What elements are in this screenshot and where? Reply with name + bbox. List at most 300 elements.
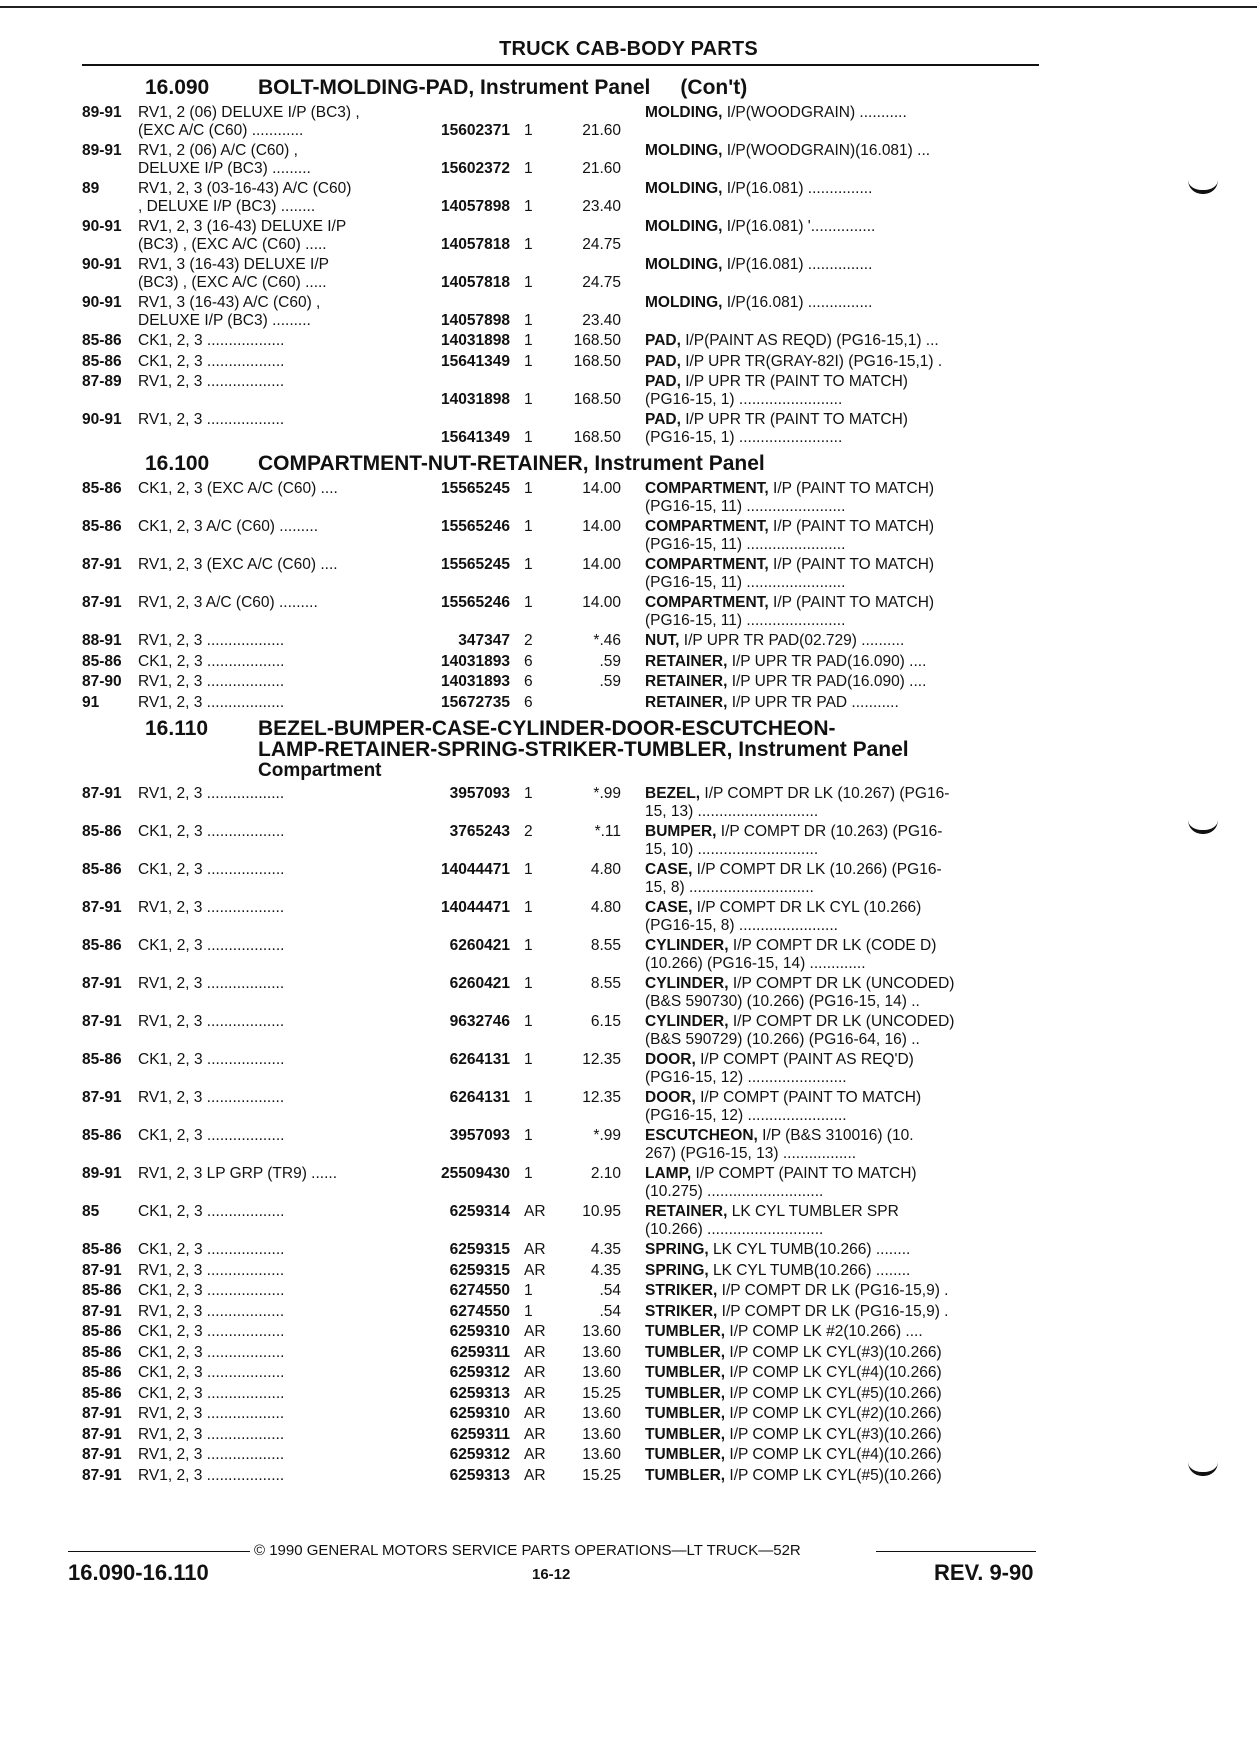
quantity-cell: AR [524,1323,546,1340]
part-number-cell: 14031898 [441,390,510,408]
year-cell: 85-86 [82,480,122,497]
part-number-cell: 14057818 [441,235,510,253]
part-row [82,142,1042,177]
revision-label: REV. 9-90 [934,1560,1034,1585]
section-title-text: BEZEL-BUMPER-CASE-CYLINDER-DOOR-ESCUTCHEON- [258,717,836,740]
description-cell: CYLINDER, I/P COMPT DR LK (CODE D) (10.266) (PG16-15, 14) ............. [645,937,937,972]
quantity-cell: 1 [524,197,533,215]
part-row [82,1405,1042,1423]
year-cell: 87-91 [82,1446,122,1463]
part-number-cell: 3957093 [449,785,510,802]
section-number: 16.090 [145,76,210,99]
application-cell: RV1, 2, 3 .................. [138,1302,285,1320]
application-cell: RV1, 2, 3 .................. [138,1013,285,1030]
description-cell: TUMBLER, I/P COMP LK CYL(#4)(10.266) [645,1364,942,1381]
part-row [82,1282,1042,1300]
year-cell: 85-86 [82,1051,122,1068]
quantity-cell: 1 [524,1013,533,1030]
quantity-cell: 1 [524,556,533,573]
quantity-cell: AR [524,1384,546,1402]
price-cell: 6.15 [590,1013,621,1030]
part-row [82,1385,1042,1403]
section-header [82,76,1042,100]
application-cell: RV1, 2, 3 .................. [138,673,285,690]
quantity-cell: 1 [524,861,533,878]
description-cell: TUMBLER, I/P COMP LK CYL(#4)(10.266) [645,1446,942,1463]
part-row [82,594,1042,629]
part-number-cell: 6259311 [450,1425,510,1443]
part-row [82,937,1042,972]
part-row [82,294,1042,329]
part-number-cell: 14044471 [441,861,510,878]
part-row [82,1323,1042,1341]
year-cell: 87-90 [82,673,122,690]
part-row [82,218,1042,253]
price-cell: 13.60 [582,1425,621,1443]
part-row [82,411,1042,446]
quantity-cell: 1 [524,1165,533,1182]
part-number-cell: 347347 [458,632,510,649]
application-cell: RV1, 2, 3 A/C (C60) ......... [138,594,318,611]
description-cell: TUMBLER, I/P COMP LK CYL(#3)(10.266) [645,1425,942,1443]
price-cell: 24.75 [582,235,621,253]
part-row [82,180,1042,215]
description-cell: RETAINER, I/P UPR TR PAD ........... [645,693,899,711]
quantity-cell: 1 [524,1127,533,1144]
price-cell: 4.80 [590,861,621,878]
description-cell: PAD, I/P UPR TR (PAINT TO MATCH) (PG16-15, 1) ........................ [645,373,908,408]
part-row [82,1344,1042,1362]
part-number-cell: 25509430 [441,1165,510,1182]
section-title [258,718,909,781]
application-cell: CK1, 2, 3 .................. [138,352,285,370]
quantity-cell: AR [524,1241,546,1258]
section-title-text: COMPARTMENT-NUT-RETAINER, Instrument Panel [258,452,765,475]
description-cell: DOOR, I/P COMPT (PAINT AS REQ'D) (PG16-15, 12) ....................... [645,1051,914,1086]
description-cell: STRIKER, I/P COMPT DR LK (PG16-15,9) . [645,1302,949,1320]
part-number-cell: 15565245 [441,480,510,497]
quantity-cell: AR [524,1425,546,1443]
part-row [82,673,1042,691]
part-row [82,785,1042,820]
part-row [82,1262,1042,1280]
part-row [82,1241,1042,1259]
description-cell: TUMBLER, I/P COMP LK CYL(#3)(10.266) [645,1343,942,1361]
description-cell: MOLDING, I/P(WOODGRAIN) ........... [645,104,907,121]
application-cell: CK1, 2, 3 .................. [138,1127,285,1144]
part-number-cell: 6259312 [449,1446,510,1463]
price-cell: 21.60 [582,159,621,177]
year-cell: 85-86 [82,861,122,878]
year-cell: 85 [82,1203,100,1220]
quantity-cell: 1 [524,235,533,253]
description-cell: MOLDING, I/P(16.081) ............... [645,180,873,197]
year-cell: 87-91 [82,1425,122,1443]
section-title-text: LAMP-RETAINER-SPRING-STRIKER-TUMBLER, Instrument Panel [258,738,909,761]
year-cell: 85-86 [82,332,122,349]
application-cell: CK1, 2, 3 .................. [138,861,285,878]
description-cell: MOLDING, I/P(WOODGRAIN)(16.081) ... [645,142,931,159]
quantity-cell: 2 [524,823,533,840]
year-cell: 87-91 [82,899,122,916]
description-cell: NUT, I/P UPR TR PAD(02.729) .......... [645,632,905,649]
description-cell: LAMP, I/P COMPT (PAINT TO MATCH) (10.275) ........................... [645,1165,917,1200]
part-number-cell: 14057818 [441,273,510,291]
price-cell: 168.50 [573,390,621,408]
part-number-cell: 3765243 [449,823,510,840]
part-number-cell: 6259311 [450,1343,510,1361]
part-number-cell: 6259315 [449,1241,510,1258]
price-cell: *.99 [593,1127,621,1144]
description-cell: ESCUTCHEON, I/P (B&S 310016) (10. 267) (PG16-15, 13) ................. [645,1127,914,1162]
part-number-cell: 15602371 [441,121,510,139]
part-number-cell: 6260421 [449,975,510,992]
year-cell: 87-91 [82,785,122,802]
part-row [82,1467,1042,1485]
description-cell: SPRING, LK CYL TUMB(10.266) ........ [645,1261,911,1279]
price-cell: 15.25 [582,1466,621,1484]
application-cell: CK1, 2, 3 .................. [138,1323,285,1340]
quantity-cell: AR [524,1466,546,1484]
year-cell: 90-91 [82,411,122,428]
part-number-cell: 6259310 [449,1405,510,1422]
application-cell: RV1, 3 (16-43) DELUXE I/P (BC3) , (EXC A/C (C60) ..... [138,256,329,291]
application-cell: RV1, 2, 3 .................. [138,1089,285,1106]
quantity-cell: 1 [524,159,533,177]
description-cell: CASE, I/P COMPT DR LK (10.266) (PG16- 15, 8) ............................. [645,861,942,896]
part-number-cell: 9632746 [449,1013,510,1030]
part-number-cell: 6264131 [449,1051,510,1068]
price-cell: 8.55 [590,975,621,992]
part-row [82,1303,1042,1321]
part-row [82,1426,1042,1444]
application-cell: RV1, 2, 3 (16-43) DELUXE I/P (BC3) , (EXC A/C (C60) ..... [138,218,347,253]
application-cell: CK1, 2, 3 .................. [138,1051,285,1068]
application-cell: RV1, 2, 3 (EXC A/C (C60) .... [138,556,338,573]
description-cell: MOLDING, I/P(16.081) ............... [645,294,873,311]
year-cell: 88-91 [82,632,122,649]
quantity-cell: 1 [524,480,533,497]
section-title-line [258,718,909,739]
description-cell: STRIKER, I/P COMPT DR LK (PG16-15,9) . [645,1282,949,1299]
year-cell: 87-91 [82,1013,122,1030]
description-cell: COMPARTMENT, I/P (PAINT TO MATCH) (PG16-15, 11) ....................... [645,480,935,515]
application-cell: CK1, 2, 3 .................. [138,652,285,670]
part-row [82,256,1042,291]
price-cell: *.99 [593,785,621,802]
part-number-cell: 6274550 [449,1302,510,1320]
year-cell: 87-91 [82,1089,122,1106]
year-cell: 85-86 [82,1127,122,1144]
application-cell: RV1, 2, 3 .................. [138,785,285,802]
year-cell: 85-86 [82,652,122,670]
year-cell: 87-89 [82,373,122,390]
year-cell: 85-86 [82,1364,122,1381]
application-cell: CK1, 2, 3 .................. [138,1282,285,1299]
year-cell: 87-91 [82,594,122,611]
parts-list [82,70,1042,1487]
quantity-cell: 1 [524,390,533,408]
price-cell: 4.80 [590,899,621,916]
quantity-cell: 1 [524,428,533,446]
part-row [82,823,1042,858]
quantity-cell: 1 [524,1051,533,1068]
part-number-cell: 15641349 [441,428,510,446]
quantity-cell: 6 [524,693,533,711]
price-cell: *.11 [594,823,621,840]
price-cell: 14.00 [582,594,621,611]
title-rule [82,64,1039,66]
section-title-line [258,77,747,98]
part-number-cell: 15641349 [441,352,510,370]
section-title-line [258,453,765,474]
price-cell: 14.00 [582,480,621,497]
application-cell: RV1, 2, 3 .................. [138,632,285,649]
part-row [82,1013,1042,1048]
year-cell: 90-91 [82,294,122,311]
description-cell: CYLINDER, I/P COMPT DR LK (UNCODED) (B&S 590730) (10.266) (PG16-15, 14) .. [645,975,955,1010]
price-cell: .54 [599,1302,621,1320]
section-header [82,452,1042,476]
part-number-cell: 6259312 [449,1364,510,1381]
part-number-cell: 15565246 [441,518,510,535]
description-cell: PAD, I/P UPR TR(GRAY-82I) (PG16-15,1) . [645,352,943,370]
application-cell: RV1, 2, 3 (03-16-43) A/C (C60) , DELUXE I/P (BC3) ........ [138,180,352,215]
price-cell: 168.50 [573,428,621,446]
quantity-cell: AR [524,1343,546,1361]
description-cell: MOLDING, I/P(16.081) '............... [645,218,876,235]
quantity-cell: 1 [524,352,533,370]
part-row [82,1051,1042,1086]
section-title [258,453,765,474]
application-cell: RV1, 3 (16-43) A/C (C60) , DELUXE I/P (BC3) ......... [138,294,321,329]
part-number-cell: 6259313 [449,1384,510,1402]
price-cell: 168.50 [573,352,621,370]
price-cell: .59 [599,673,621,690]
application-cell: RV1, 2, 3 .................. [138,1466,285,1484]
section-title-text: BOLT-MOLDING-PAD, Instrument Panel [258,76,651,99]
part-number-cell: 15565245 [441,556,510,573]
application-cell: RV1, 2, 3 .................. [138,411,285,428]
year-cell: 89 [82,180,100,197]
part-row [82,1089,1042,1124]
part-row [82,332,1042,350]
part-number-cell: 6274550 [449,1282,510,1299]
binder-hole-mark [1188,180,1218,194]
year-cell: 87-91 [82,556,122,573]
part-number-cell: 6259315 [449,1261,510,1279]
year-cell: 85-86 [82,1241,122,1258]
section-title-subline: Compartment [258,760,382,781]
part-row [82,899,1042,934]
part-row [82,632,1042,650]
year-cell: 90-91 [82,218,122,235]
quantity-cell: 1 [524,937,533,954]
price-cell: 15.25 [582,1384,621,1402]
quantity-cell: 1 [524,311,533,329]
price-cell: 13.60 [582,1364,621,1381]
year-cell: 89-91 [82,1165,122,1182]
quantity-cell: 6 [524,673,533,690]
quantity-cell: 2 [524,632,533,649]
description-cell: DOOR, I/P COMPT (PAINT TO MATCH) (PG16-15, 12) ....................... [645,1089,922,1124]
year-cell: 85-86 [82,1323,122,1340]
year-cell: 89-91 [82,142,122,159]
price-cell: 23.40 [582,311,621,329]
year-cell: 85-86 [82,518,122,535]
price-cell: 2.10 [590,1165,621,1182]
section-title-line [258,739,909,760]
part-number-cell: 15602372 [441,159,510,177]
quantity-cell: 1 [524,1089,533,1106]
continued-label: (Con't) [680,76,748,99]
description-cell: PAD, I/P(PAINT AS REQD) (PG16-15,1) ... [645,332,939,349]
part-row [82,1203,1042,1238]
top-border-line [0,6,1257,8]
year-cell: 85-86 [82,352,122,370]
quantity-cell: AR [524,1405,546,1422]
price-cell: *.46 [593,632,621,649]
description-cell: RETAINER, I/P UPR TR PAD(16.090) .... [645,673,927,690]
application-cell: CK1, 2, 3 (EXC A/C (C60) .... [138,480,338,497]
price-cell: 10.95 [582,1203,621,1220]
description-cell: TUMBLER, I/P COMP LK #2(10.266) .... [645,1323,923,1340]
application-cell: RV1, 2, 3 .................. [138,1405,285,1422]
quantity-cell: 6 [524,652,533,670]
part-number-cell: 15672735 [441,693,510,711]
quantity-cell: 1 [524,332,533,349]
description-cell: SPRING, LK CYL TUMB(10.266) ........ [645,1241,911,1258]
description-cell: MOLDING, I/P(16.081) ............... [645,256,873,273]
price-cell: 13.60 [582,1323,621,1340]
part-number-cell: 6260421 [449,937,510,954]
binder-hole-mark [1188,1462,1218,1476]
year-cell: 90-91 [82,256,122,273]
page-title: TRUCK CAB-BODY PARTS [499,38,758,60]
description-cell: RETAINER, I/P UPR TR PAD(16.090) .... [645,652,927,670]
application-cell: RV1, 2, 3 LP GRP (TR9) ...... [138,1165,337,1182]
part-number-cell: 6259310 [449,1323,510,1340]
part-row [82,353,1042,371]
application-cell: CK1, 2, 3 A/C (C60) ......... [138,518,319,535]
year-cell: 87-91 [82,1466,122,1484]
price-cell: 13.60 [582,1405,621,1422]
description-cell: BUMPER, I/P COMPT DR (10.263) (PG16- 15, 10) ............................ [645,823,943,858]
application-cell: RV1, 2 (06) A/C (C60) , DELUXE I/P (BC3) ......... [138,142,311,177]
part-row [82,104,1042,139]
section-number: 16.100 [145,452,210,475]
part-number-cell: 3957093 [449,1127,510,1144]
part-number-cell: 14057898 [441,197,510,215]
year-cell: 87-91 [82,1405,122,1422]
description-cell: BEZEL, I/P COMPT DR LK (10.267) (PG16- 15, 13) ............................ [645,785,950,820]
part-row [82,1446,1042,1464]
price-cell: 14.00 [582,556,621,573]
part-number-cell: 6259313 [449,1466,510,1484]
part-row [82,861,1042,896]
description-cell: COMPARTMENT, I/P (PAINT TO MATCH) (PG16-15, 11) ....................... [645,594,935,629]
application-cell: CK1, 2, 3 .................. [138,332,285,349]
description-cell: CYLINDER, I/P COMPT DR LK (UNCODED) (B&S 590729) (10.266) (PG16-64, 16) .. [645,1013,955,1048]
year-cell: 87-91 [82,975,122,992]
part-number-cell: 15565246 [441,594,510,611]
description-cell: TUMBLER, I/P COMP LK CYL(#5)(10.266) [645,1466,942,1484]
price-cell: 14.00 [582,518,621,535]
quantity-cell: AR [524,1261,546,1279]
part-number-cell: 6259314 [449,1203,510,1220]
footer-rule-left [68,1551,250,1552]
part-row [82,1127,1042,1162]
part-number-cell: 14031893 [441,652,510,670]
copyright-text: © 1990 GENERAL MOTORS SERVICE PARTS OPERATIONS—LT TRUCK—52R [254,1542,801,1559]
price-cell: 168.50 [573,332,621,349]
quantity-cell: 1 [524,273,533,291]
quantity-cell: 1 [524,121,533,139]
quantity-cell: 1 [524,594,533,611]
price-cell: 23.40 [582,197,621,215]
description-cell: COMPARTMENT, I/P (PAINT TO MATCH) (PG16-15, 11) ....................... [645,518,935,553]
application-cell: CK1, 2, 3 .................. [138,823,285,840]
part-row [82,1364,1042,1382]
binder-hole-mark [1188,820,1218,834]
part-row [82,1165,1042,1200]
description-cell: TUMBLER, I/P COMP LK CYL(#2)(10.266) [645,1405,942,1422]
price-cell: .59 [599,652,621,670]
part-number-cell: 14044471 [441,899,510,916]
year-cell: 89-91 [82,104,122,121]
application-cell: CK1, 2, 3 .................. [138,1241,285,1258]
application-cell: RV1, 2, 3 .................. [138,1446,285,1463]
description-cell: RETAINER, LK CYL TUMBLER SPR (10.266) ........................... [645,1203,899,1238]
part-number-cell: 14057898 [441,311,510,329]
application-cell: CK1, 2, 3 .................. [138,1203,285,1220]
application-cell: RV1, 2, 3 .................. [138,899,285,916]
quantity-cell: AR [524,1364,546,1381]
price-cell: 4.35 [590,1241,621,1258]
price-cell: 13.60 [582,1343,621,1361]
footer-rule-right [876,1551,1036,1552]
year-cell: 85-86 [82,1384,122,1402]
description-cell: TUMBLER, I/P COMP LK CYL(#5)(10.266) [645,1384,942,1402]
application-cell: CK1, 2, 3 .................. [138,1384,285,1402]
application-cell: RV1, 2, 3 .................. [138,373,285,390]
year-cell: 91 [82,693,100,711]
part-number-cell: 14031898 [441,332,510,349]
quantity-cell: 1 [524,1302,533,1320]
application-cell: RV1, 2, 3 .................. [138,1261,285,1279]
quantity-cell: 1 [524,785,533,802]
part-row [82,518,1042,553]
application-cell: CK1, 2, 3 .................. [138,1343,285,1361]
part-row [82,480,1042,515]
section-number: 16.110 [145,717,209,740]
quantity-cell: AR [524,1203,546,1220]
description-cell: PAD, I/P UPR TR (PAINT TO MATCH) (PG16-15, 1) ........................ [645,411,908,446]
application-cell: RV1, 2, 3 .................. [138,693,285,711]
year-cell: 87-91 [82,1302,122,1320]
application-cell: RV1, 2, 3 .................. [138,1425,285,1443]
year-cell: 87-91 [82,1261,122,1279]
section-header [82,717,1042,781]
application-cell: CK1, 2, 3 .................. [138,937,285,954]
quantity-cell: AR [524,1446,546,1463]
part-row [82,975,1042,1010]
price-cell: 24.75 [582,273,621,291]
price-cell: 8.55 [590,937,621,954]
part-row [82,694,1042,712]
quantity-cell: 1 [524,518,533,535]
price-cell: 21.60 [582,121,621,139]
